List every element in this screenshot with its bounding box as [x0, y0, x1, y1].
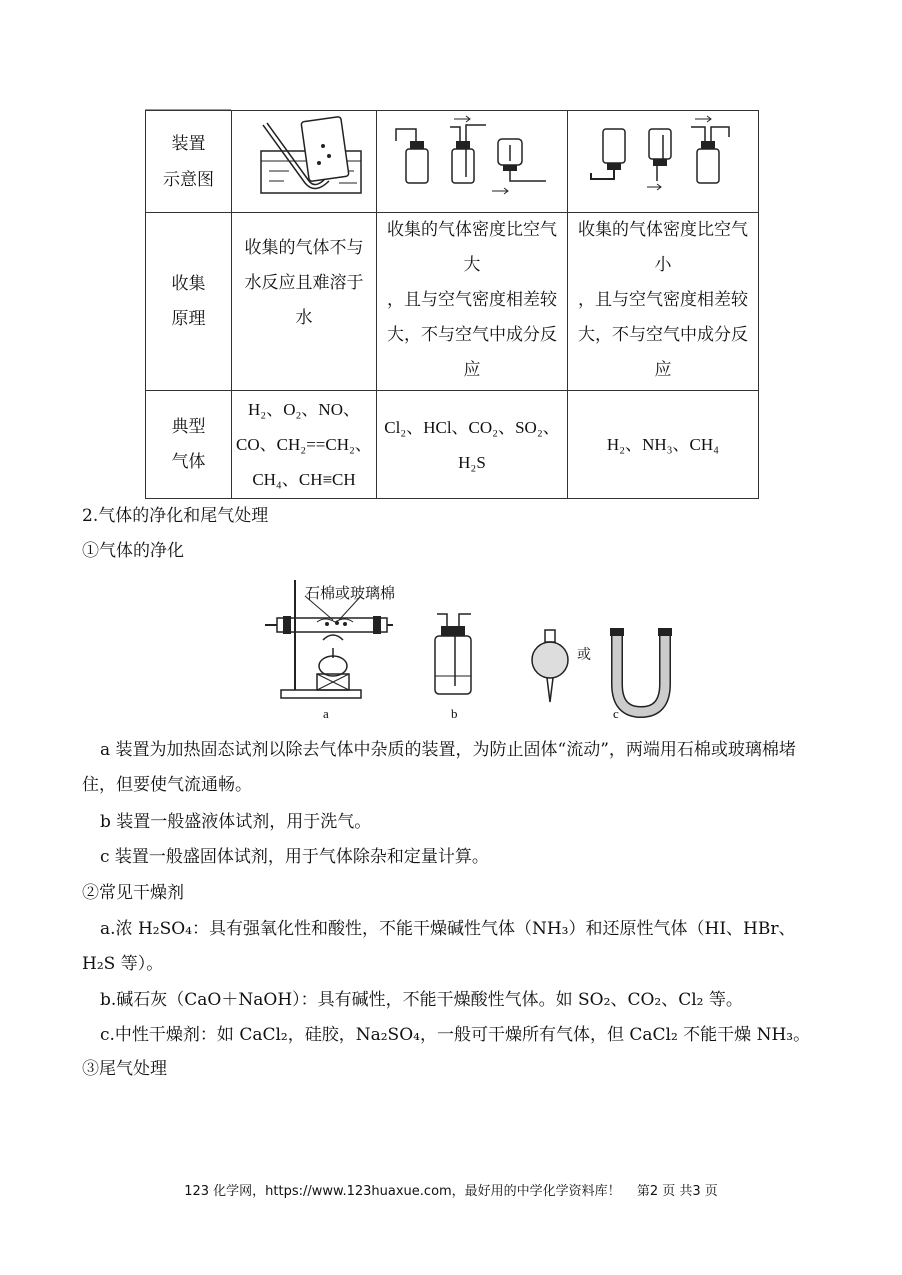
principle-water: 收集的气体不与 水反应且难溶于 水: [232, 213, 377, 391]
typical-gases-upward: Cl₂、HCl、CO₂、SO₂、H₂S: [377, 391, 568, 499]
table-row: [146, 213, 759, 391]
diagram-upward-air: [377, 111, 568, 213]
desiccant-b: b.碱石灰（CaO＋NaOH）：具有碱性，不能干燥酸性气体。如 SO₂、CO₂、Cl₂ 等。: [100, 990, 743, 1010]
typical-gases-downward: H₂、NH₃、CH₄: [568, 391, 759, 499]
figure-label-asbestos: 石棉或玻璃棉: [305, 584, 396, 602]
subsection-tail-gas: ③尾气处理: [82, 1059, 167, 1079]
table-row: [146, 391, 759, 499]
diagram-downward-air: [568, 111, 759, 213]
desiccant-a: a.浓 H₂SO₄：具有强氧化性和酸性，不能干燥碱性气体（NH₃）和还原性气体（HI、HBr、H₂S 等）。: [82, 919, 796, 974]
figure-caption-a: a: [323, 706, 329, 721]
row-label-apparatus: 装置 示意图: [146, 111, 232, 213]
row-label-principle: 收集 原理: [146, 213, 232, 391]
figure-label-or: 或: [577, 647, 591, 663]
water-displacement-icon: [239, 111, 369, 199]
subsection-desiccants: ②常见干燥剂: [82, 883, 184, 903]
typical-gases-water: H₂、O₂、NO、CO、CH₂==CH₂、CH₄、CH≡CH: [232, 391, 377, 499]
subsection-purification: ①气体的净化: [82, 541, 184, 561]
section-title: 2.气体的净化和尾气处理: [82, 506, 269, 526]
figure-caption-c: c: [613, 706, 619, 721]
principle-downward-air: 收集的气体密度比空气 小 ，且与空气密度相差较 大，不与空气中成分反 应: [568, 213, 759, 391]
paragraph-b: b 装置一般盛液体试剂，用于洗气。: [100, 812, 372, 832]
table-row: [146, 111, 759, 213]
diagram-water-displacement: [232, 111, 377, 213]
page-footer: [0, 1180, 902, 1199]
purification-figure: [265, 578, 685, 726]
desiccant-c: c.中性干燥剂：如 CaCl₂，硅胶，Na₂SO₄，一般可干燥所有气体，但 CaCl₂ 不能干燥 NH₃。: [100, 1025, 811, 1045]
principle-upward-air: 收集的气体密度比空气 大 ，且与空气密度相差较 大，不与空气中成分反 应: [377, 213, 568, 391]
figure-caption-b: b: [451, 706, 458, 721]
paragraph-a: a 装置为加热固态试剂以除去气体中杂质的装置，为防止固体“流动”，两端用石棉或玻璃棉堵住，但要使气流通畅。: [82, 740, 796, 795]
paragraph-c: c 装置一般盛固体试剂，用于气体除杂和定量计算。: [100, 847, 489, 867]
footer-site: 123 化学网，https://www.123huaxue.com，最好用的中学化学资料库！: [184, 1184, 621, 1199]
downward-air-displacement-icon: [573, 111, 753, 199]
footer-page-number: 第2 页 共3 页: [636, 1184, 718, 1199]
upward-air-displacement-icon: [382, 111, 562, 199]
row-label-typical-gases: 典型 气体: [146, 391, 232, 499]
collection-methods-table: [145, 110, 759, 499]
